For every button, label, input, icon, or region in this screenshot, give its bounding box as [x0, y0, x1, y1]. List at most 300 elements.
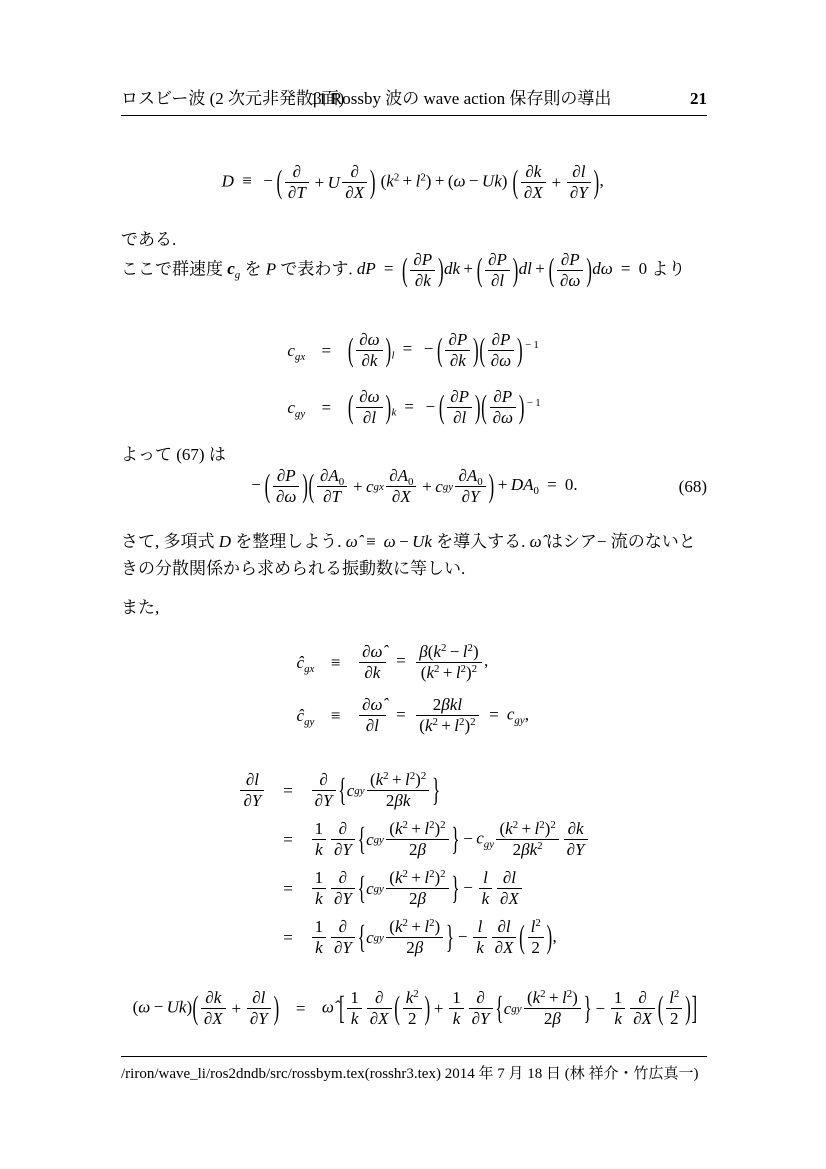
equation-relation	[314, 706, 356, 726]
subscript	[295, 350, 305, 362]
math-letter: ∂	[560, 250, 570, 269]
equation-lhs	[297, 653, 315, 673]
math-group	[347, 770, 432, 811]
align-block-chat	[297, 642, 532, 736]
fraction	[524, 988, 581, 1029]
math-number: (	[389, 868, 395, 888]
math-letter: ∂	[461, 487, 471, 507]
math-letter: k	[213, 988, 222, 1007]
fraction-numerator	[285, 162, 309, 182]
math-letter: l	[505, 917, 511, 937]
math-letter: ω	[500, 408, 513, 428]
paren-delimiter: )	[546, 918, 553, 956]
math-letter: l	[580, 162, 586, 181]
math-letter: D	[510, 475, 524, 495]
math-number: (	[132, 997, 139, 1017]
math-letter: k	[449, 695, 458, 715]
math-letter: k	[424, 716, 433, 736]
align-block-final	[133, 988, 698, 1029]
fraction-numerator	[367, 988, 392, 1008]
math-letter: β	[552, 1009, 561, 1029]
superscript	[470, 716, 475, 728]
superscript	[434, 663, 439, 675]
math-letter: ĉ	[296, 652, 305, 672]
fraction-numerator	[666, 988, 682, 1008]
equation-rhs	[309, 770, 440, 811]
equation-relation	[314, 653, 356, 673]
math-letter: l	[454, 716, 460, 736]
math-operator: +	[433, 998, 444, 1018]
paren-delimiter: )	[516, 331, 523, 368]
math-operator: +	[392, 770, 402, 789]
fraction-denominator	[359, 662, 386, 683]
math-number: 2	[402, 819, 408, 832]
equation-dl-dY	[121, 770, 707, 958]
math-letter: ĉ	[296, 705, 305, 725]
math-operator: ≡	[242, 171, 252, 191]
paren-delimiter: }	[451, 869, 460, 907]
equation-lhs	[238, 770, 267, 811]
fraction-denominator	[356, 350, 383, 371]
math-number: 2	[434, 663, 440, 676]
paren-delimiter: )	[302, 467, 308, 504]
math-letter: x	[300, 350, 306, 363]
math-letter: ω̂	[321, 997, 334, 1017]
math-letter: ∂	[449, 351, 459, 371]
math-letter: c	[287, 397, 295, 417]
fraction	[312, 770, 336, 811]
subscript	[408, 476, 413, 488]
math-operator: =	[283, 927, 293, 947]
paragraph-mata: また,	[121, 598, 160, 617]
fraction-denominator	[240, 790, 264, 811]
math-letter: ω	[383, 532, 396, 551]
math-letter: k	[532, 988, 541, 1007]
math-letter: l	[260, 988, 266, 1007]
math-number: )	[434, 917, 441, 937]
math-number: 2	[537, 840, 543, 853]
math-letter: c	[227, 259, 235, 279]
math-letter: X	[400, 487, 411, 507]
fraction	[557, 250, 584, 291]
superscript	[383, 770, 388, 782]
fraction	[416, 695, 478, 736]
math-letter: l	[530, 917, 536, 937]
math-number: 2	[385, 791, 395, 811]
paren-delimiter: }	[445, 918, 455, 956]
math-letter: x	[378, 480, 384, 493]
subscript	[295, 407, 305, 419]
fraction	[455, 466, 485, 507]
fraction-denominator	[312, 790, 336, 811]
math-operator: +	[352, 476, 363, 496]
delimiter-group	[512, 162, 599, 203]
math-number: 1	[613, 988, 623, 1007]
math-number: 2	[467, 642, 473, 655]
math-operator: +	[535, 259, 545, 279]
math-letter: ∂	[566, 840, 576, 860]
math-letter: k	[394, 819, 403, 839]
fraction	[488, 330, 515, 371]
math-letter: ω	[138, 997, 151, 1017]
math-number: )	[434, 819, 441, 839]
math-letter: g	[373, 833, 380, 846]
math-letter: X	[503, 938, 514, 958]
math-letter: g	[234, 269, 241, 282]
equation-rhs	[348, 330, 539, 371]
fraction	[317, 466, 347, 507]
math-number: (	[369, 770, 376, 789]
math-letter: k	[458, 351, 466, 371]
math-letter: ∂	[560, 271, 569, 291]
fraction	[485, 250, 510, 291]
fraction-denominator	[317, 486, 347, 507]
math-number: 2	[459, 716, 465, 729]
math-letter: X	[641, 1009, 653, 1029]
fraction-numerator	[630, 988, 655, 1008]
math-letter: k	[315, 938, 323, 958]
math-letter: c	[346, 780, 355, 800]
paren-delimiter: (	[512, 163, 519, 200]
math-number: 2	[670, 1009, 679, 1029]
math-letter: y	[309, 715, 315, 728]
fraction	[386, 917, 443, 958]
fraction-denominator	[342, 182, 367, 203]
math-letter: T	[296, 183, 306, 203]
fraction-numerator	[359, 642, 386, 662]
math-operator: ≡	[330, 705, 341, 725]
fraction	[410, 250, 435, 291]
math-letter: P	[496, 250, 507, 269]
fraction	[347, 988, 362, 1029]
delimiter-group	[308, 466, 494, 507]
superscript	[513, 819, 518, 831]
equation-rhs	[309, 917, 559, 958]
math-letter: k	[394, 917, 403, 937]
math-group	[345, 988, 691, 1029]
fraction-denominator	[331, 937, 355, 958]
math-number: )	[434, 868, 441, 888]
math-letter: k	[372, 663, 381, 683]
math-letter: ω̂	[345, 532, 358, 551]
math-letter: ∂	[359, 330, 368, 349]
math-letter: l	[424, 868, 430, 888]
math-letter: l	[424, 819, 430, 839]
math-letter: T	[331, 487, 341, 507]
paren-delimiter: (	[401, 251, 408, 288]
fraction	[356, 330, 383, 371]
equation-lhs	[287, 398, 305, 418]
math-punct: .	[573, 475, 578, 495]
math-letter: k	[529, 840, 538, 860]
equation-definition-D	[121, 162, 707, 203]
math-letter: β	[394, 791, 403, 811]
fraction-denominator	[528, 937, 544, 958]
math-letter: l	[534, 819, 540, 839]
math-letter: ∂	[490, 351, 500, 371]
math-number: 0	[338, 475, 345, 488]
math-letter: ω	[600, 259, 613, 279]
paren-delimiter: )	[369, 163, 376, 200]
delimiter-group	[519, 917, 553, 958]
fraction-denominator	[611, 1008, 626, 1029]
math-letter: Y	[342, 938, 352, 958]
fraction-numerator	[473, 917, 487, 937]
math-operator: +	[442, 663, 453, 683]
delimiter-group	[357, 868, 460, 909]
fraction-numerator	[317, 466, 347, 486]
paren-delimiter: (	[438, 388, 445, 425]
fraction	[403, 988, 422, 1029]
paren-delimiter: (	[481, 388, 487, 425]
math-number: 2	[470, 716, 476, 729]
math-letter: c	[287, 340, 295, 360]
math-number: 1	[350, 988, 359, 1007]
math-group	[283, 162, 370, 203]
math-number: 2	[539, 819, 545, 832]
fraction	[611, 988, 626, 1029]
fraction-numerator	[356, 330, 383, 350]
math-number: )	[415, 770, 421, 789]
fraction-denominator	[312, 888, 327, 909]
math-number: )	[501, 171, 508, 191]
fraction-numerator	[312, 819, 327, 839]
math-operator: −	[425, 396, 436, 416]
math-number: )	[472, 642, 479, 661]
fraction	[496, 819, 558, 860]
fraction-numerator	[488, 330, 515, 350]
fraction-denominator	[201, 1008, 226, 1029]
delimiter-group	[339, 988, 698, 1029]
math-group	[366, 819, 451, 860]
math-letter: y	[379, 833, 384, 846]
subscript	[391, 349, 394, 361]
math-number: )	[465, 663, 472, 683]
superscript	[403, 868, 408, 880]
chapter-title: ロスビー波 (2 次元非発散β面)	[121, 89, 345, 108]
math-operator: =	[620, 259, 631, 279]
math-group	[366, 917, 446, 958]
math-letter: β	[441, 695, 450, 715]
math-letter: k	[452, 259, 460, 279]
math-letter: k	[614, 1009, 622, 1029]
fraction	[273, 466, 300, 507]
math-letter: k	[433, 642, 441, 661]
math-letter: d	[443, 259, 453, 279]
paren-delimiter: {	[357, 869, 366, 907]
math-letter: l	[424, 917, 430, 937]
math-letter: ∂	[350, 162, 359, 181]
math-letter: y	[359, 784, 365, 797]
math-letter: l	[527, 259, 532, 279]
fraction-numerator	[331, 868, 355, 888]
page-footer: /riron/wave_li/ros2dndb/src/rossbym.tex(rosshr3.tex) 2014 年 7 月 18 日 (林 祥介・竹広真一)	[121, 1056, 707, 1083]
paren-delimiter: )	[593, 163, 600, 200]
math-letter: ∂	[333, 938, 343, 958]
math-number: 1	[314, 917, 324, 937]
math-letter: y	[519, 714, 525, 727]
equation-relation	[267, 928, 309, 948]
math-number: 0	[564, 475, 574, 495]
fraction	[445, 330, 470, 371]
math-letter: U	[327, 172, 340, 192]
math-operator: +	[411, 868, 421, 888]
paren-delimiter: )	[512, 251, 519, 288]
fraction-numerator	[359, 695, 386, 715]
math-letter: ∂	[276, 487, 285, 507]
math-letter: k	[476, 938, 484, 958]
fraction	[564, 819, 588, 860]
math-number: 2	[407, 1009, 417, 1029]
delimiter-group	[476, 250, 518, 291]
math-operator: =	[402, 339, 413, 359]
math-operator: =	[283, 878, 293, 898]
paren-delimiter: ]	[691, 989, 698, 1026]
fraction	[342, 162, 367, 203]
fraction	[367, 770, 429, 811]
delimiter-group	[479, 330, 523, 371]
math-number: 2	[408, 889, 418, 909]
math-letter: Y	[342, 840, 352, 860]
math-letter: P	[365, 259, 376, 279]
fraction-denominator	[524, 1008, 581, 1029]
math-number: 2	[512, 819, 519, 832]
fraction-denominator	[521, 182, 546, 203]
fraction	[356, 387, 383, 428]
math-operator: +	[463, 259, 473, 279]
math-letter: ∂	[453, 408, 462, 428]
math-letter: ∂	[361, 351, 370, 371]
math-number: 2	[393, 171, 400, 184]
math-group	[518, 162, 593, 203]
math-letter: k	[424, 532, 432, 551]
superscript	[441, 642, 446, 654]
math-letter: ∂	[572, 162, 581, 181]
math-letter: A	[523, 475, 534, 495]
math-number: 0	[408, 475, 414, 488]
fraction-numerator	[312, 868, 327, 888]
math-operator: +	[402, 171, 413, 191]
math-number: 0	[638, 259, 648, 279]
delimiter-group	[347, 330, 395, 371]
fraction-denominator	[469, 1008, 493, 1029]
fraction-numerator	[447, 387, 472, 407]
math-operator: −	[595, 998, 606, 1018]
math-operator: =	[321, 340, 332, 360]
superscript	[535, 917, 540, 929]
math-letter: ∂	[323, 487, 332, 507]
fraction-denominator	[557, 270, 584, 291]
equation-relation	[305, 398, 347, 418]
math-letter: ∂	[369, 1009, 379, 1029]
math-letter: c	[366, 829, 374, 849]
math-letter: A	[466, 466, 478, 485]
math-letter: U	[166, 997, 179, 1017]
math-letter: Y	[323, 791, 333, 811]
math-letter: Y	[258, 1009, 268, 1029]
math-letter: P	[458, 387, 470, 407]
math-letter: k	[394, 868, 403, 888]
math-letter: g	[373, 882, 380, 895]
fraction-numerator	[445, 330, 470, 350]
math-letter: ∂	[333, 840, 343, 860]
math-number: (	[380, 171, 387, 191]
math-letter: ∂	[338, 917, 348, 937]
math-letter: d	[518, 259, 528, 279]
fraction-numerator	[367, 770, 429, 790]
math-number: 2	[429, 917, 435, 930]
delimiter-group	[548, 250, 592, 291]
math-operator: =	[396, 651, 406, 671]
fraction	[416, 642, 481, 683]
fraction-denominator	[666, 1008, 682, 1029]
fraction-numerator	[416, 642, 481, 662]
fraction-numerator	[386, 868, 448, 888]
superscript	[472, 663, 477, 675]
superscript	[537, 840, 542, 852]
fraction-numerator	[416, 695, 478, 715]
paren-delimiter: (	[264, 467, 271, 504]
math-letter: k	[369, 351, 378, 371]
math-letter: ∂	[319, 466, 329, 485]
math-letter: ∂	[287, 183, 297, 203]
superscript	[440, 868, 445, 880]
math-group	[354, 330, 385, 371]
math-letter: c	[435, 476, 443, 496]
math-letter: ∂	[203, 1009, 213, 1029]
fraction	[567, 162, 591, 203]
math-number: 2	[432, 695, 442, 715]
fraction-numerator	[469, 988, 493, 1008]
paren-delimiter: )	[685, 989, 691, 1026]
math-operator: =	[489, 704, 499, 724]
math-number: )	[544, 819, 551, 839]
math-number: 2	[535, 917, 541, 930]
math-number: )	[186, 997, 193, 1017]
math-letter: Y	[578, 183, 588, 203]
math-number: (	[420, 663, 427, 683]
fraction	[359, 695, 386, 736]
math-letter: k	[452, 1009, 461, 1029]
math-group	[504, 988, 584, 1029]
math-punct: ,	[524, 704, 529, 724]
equation-lhs	[297, 706, 315, 726]
section-title: 11 Rossby 波の wave action 保存則の導出	[310, 89, 612, 108]
equation-rhs	[357, 642, 491, 683]
math-punct: ,	[484, 651, 489, 671]
math-number: 2	[402, 917, 408, 930]
math-letter: k	[494, 171, 502, 191]
subscript	[339, 476, 344, 488]
math-letter: P	[456, 330, 468, 349]
fraction-numerator	[497, 868, 522, 888]
math-letter: k	[405, 988, 414, 1007]
fraction-numerator	[496, 819, 558, 839]
superscript	[440, 819, 445, 831]
math-letter: X	[378, 1009, 389, 1029]
delimiter-group	[264, 466, 308, 507]
math-letter: β	[414, 938, 424, 958]
fraction	[492, 917, 517, 958]
fraction-denominator	[273, 486, 300, 507]
page-number: 21	[690, 89, 707, 108]
subscript	[304, 715, 314, 727]
fraction-numerator	[521, 162, 546, 182]
math-operator: =	[404, 396, 414, 416]
fraction	[449, 988, 464, 1029]
math-letter: ω	[499, 351, 512, 371]
paren-delimiter: )	[437, 251, 444, 288]
